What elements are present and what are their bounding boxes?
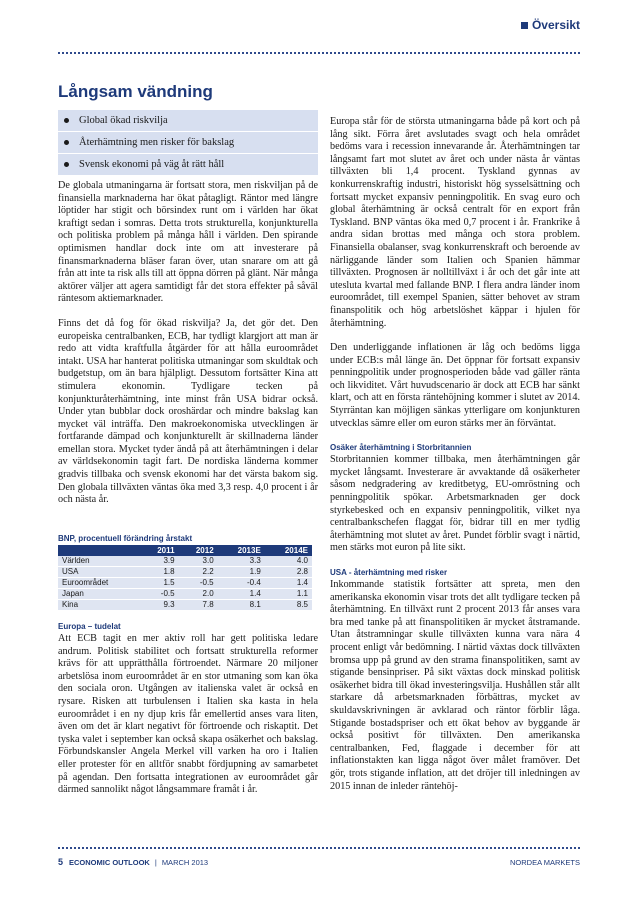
table-cell: 1.4	[265, 578, 312, 589]
top-divider	[58, 52, 580, 54]
bullet-text: Återhämtning men risker för bakslag	[79, 137, 235, 148]
section-label: Översikt	[531, 18, 580, 32]
bottom-divider	[58, 847, 580, 849]
table-cell: 2.2	[179, 567, 218, 578]
table-cell: Kina	[58, 600, 140, 611]
publication-name: ECONOMIC OUTLOOK	[69, 857, 150, 867]
europe-text: Att ECB tagit en mer aktiv roll har gett politiska ledare andrum. Politisk stabilitet och fortsatt strukturella reformer krävs för att upprätthålla förtroendet. Närmare 20 miljoner arbetslösa inom euroområdet är en stor utmaning som kan öka den sociala oron. Utgången av italienska valet är också en rysare. Risken att turbulensen i Italien ska kasta in hela euroområdet i en ny djup kris får emellertid anses vara liten, även om det är klart negativt för förtroende och riskaptit. Det tyska valet i september kan också skapa osäkerhet och bakslag. Förbundskansler Angela Merkel vill varken ha oro i Italien eller protester för en alltför snabbt fördjupning av samarbetet på agendan. Den fortsatta integrationen av euroområdet går därmed sannolikt något långsammare framåt i år.	[58, 633, 318, 796]
table-cell: 2.0	[179, 589, 218, 600]
table-cell: Euroområdet	[58, 578, 140, 589]
table-header-cell: 2014E	[265, 545, 312, 556]
bullet-item	[58, 132, 318, 153]
paragraph: Europa står för de största utmaningarna både på kort och på lång sikt. Förra året avslutades svagt och hela området bedöms vara i recession innevarande år. Återhämtningen tar långsamt fart mot slutet av året och under nästa år väntas tillväxten bli 1,4 procent. Tyskland gynnas av konkurrenskraftig industri, historiskt hög sysselsättning och fortsatt mycket expansiv penningpolitik. En svag euro och global återhämtning är också centralt för en export från Tyskland. BNP väntas öka med 0,7 procent i år. Frankrike å andra sidan brottas med många och stora problem. Finansiella obalanser, svag konkurrenskraft och beroende av närliggande länder som Italien och Spanien hämmar tillväxten. Prognosen är nolltillväxt i år och det går inte att utesluta kvartal med fallande BNP. I flera andra länder inom euroområdet, till exempel Spanien, sätter behovet av stram finanspolitik och hög arbetslöshet käppar i hjulen för återhämtning.	[330, 116, 580, 329]
usa-text: Inkommande statistik fortsätter att spreta, men den amerikanska ekonomin visar trots det allt tydligare tecken på återhämtning. En tillväxt runt 2 procent 2013 får anses vara bra med tanke på att finanspolitiken är mycket åtstramande. Utan åtstramningar skulle tillväxten kunna vara nära 4 procent enligt vår bedömning. I närtid växtas dock tillväxten bromsa upp på grund av den strama finanspolitiken, samt av stigande bensinpriser. På sikt växtas dock minskad politisk osäkerhet bidra till ökad investeringsvilja. Hushållen står allt starkare då arbetsmarknaden förbättras, mycket av skuldavskrivningen är avklarad och räntor förblir låga. Stigande bostadspriser och ett ökat behov av byggande är också positivt för tillväxten. Den amerikanska centralbanken, Fed, flaggade i december för att inflationstakten kan ligga något över målet framöver. Det gör, trots stigande inflation, att det dröjer till inledningen av 2015 innan de inleder räntehöj-	[330, 579, 580, 792]
table-cell: 1.9	[218, 567, 265, 578]
paragraph: Den underliggande inflationen är låg och bedöms ligga under ECB:s mål länge än. Det öppnar för fortsatt expansiv penningpolitik under prognosperioden både vad gäller ränta och likviditet. Vårt huvudscenario är dock att ECB har sänkt klart, och att en första räntehöjning kommer i slutet av 2014. Styrräntan kan möjligen sänkas ytterligare om konjunkturen utvecklas sämre eller om euron stärks mer än förväntat.	[330, 342, 580, 429]
table-caption: BNP, procentuell förändring årstakt	[58, 534, 193, 543]
table-row	[58, 578, 312, 589]
bullet-dot-icon	[64, 162, 69, 167]
table-header-cell: 2011	[140, 545, 178, 556]
table-header-row	[58, 545, 312, 556]
table-row	[58, 589, 312, 600]
left-column-intro	[58, 180, 318, 519]
bullet-item	[58, 110, 318, 131]
table-cell: Världen	[58, 556, 140, 567]
table-cell: 3.3	[218, 556, 265, 567]
page-title: Långsam vändning	[58, 82, 213, 101]
table-cell: 3.0	[179, 556, 218, 567]
table-cell: 2.8	[265, 567, 312, 578]
uk-heading: Osäker återhämtning i Storbritannien	[330, 443, 472, 453]
bullet-item	[58, 154, 318, 175]
paragraph: Finns det då fog för ökad riskvilja? Ja, det gör det. Den europeiska centralbanken, ECB, har tydligt klargjort att man är redo att vidta kraftfulla åtgärder för att hålla euroområdet intakt. USA har hanterat politiska utmaningar som skuldtak och budgetstup, om än bara hjälpligt. Dessutom fortsätter Kina att stimulera ekonomin. Tydligare tecken på konjunkturåterhämtning, inte minst från USA bidrar också. Under ytan bubblar dock oroshärdar och mindre bakslag kan mycket väl inträffa. Den makroekonomiska utvecklingen är fortfarande dämpad och konjunkturellt är skillnaderna länder emellan stora. Mycket tyder ändå på att återhämtningen i delar av världsekonomin tagit fart. De nordiska länderna kommer gradvis tillbaka och svensk ekonomi har det värsta bakom sig. Den globala tillväxten väntas öka med 3,3 resp. 4,0 procent i år och nästa år.	[58, 317, 318, 506]
table-cell: 9.3	[140, 600, 178, 611]
table-header-cell: 2013E	[218, 545, 265, 556]
section-header	[521, 18, 580, 32]
table-cell: 8.1	[218, 600, 265, 611]
table-cell: 1.5	[140, 578, 178, 589]
footer	[58, 857, 580, 867]
paragraph: De globala utmaningarna är fortsatt stora, men riskviljan på de finansiella marknaderna har ökat påtagligt. Räntor med längre löptider har stigit och börsindex runt om i världen har ökat kraftigt sedan i somras. Detta trots strukturella, konjunkturella och politiska problem på många håll i världen. Den spirande optimismen handlar dock inte om att investerare på finansmarknaderna bläser faran över, utan snarare om att gå från att inte ta risk alls till att öppna dörren på glänt. När många aktörer väljer att agera samtidigt får det stora effekter på såväl räntesom aktiemarknader.	[58, 180, 318, 305]
bullet-text: Svensk ekonomi på väg åt rätt håll	[79, 159, 225, 170]
table-cell: 4.0	[265, 556, 312, 567]
bullet-text: Global ökad riskvilja	[79, 115, 168, 126]
table-cell: Japan	[58, 589, 140, 600]
table-cell: USA	[58, 567, 140, 578]
table-cell: -0.5	[179, 578, 218, 589]
publication-date: MARCH 2013	[161, 857, 209, 867]
bullet-dot-icon	[64, 118, 69, 123]
bullet-list	[58, 110, 318, 176]
gdp-table	[58, 545, 312, 611]
table-header-cell	[58, 545, 140, 556]
page-number: 5	[58, 857, 64, 867]
table-cell: 8.5	[265, 600, 312, 611]
table-cell: -0.5	[140, 589, 178, 600]
right-column	[330, 116, 580, 805]
table-row	[58, 600, 312, 611]
section-square-icon	[521, 22, 528, 29]
table-cell: 1.4	[218, 589, 265, 600]
footer-separator: |	[154, 857, 157, 867]
table-cell: 1.1	[265, 589, 312, 600]
table-cell: -0.4	[218, 578, 265, 589]
table-row	[58, 556, 312, 567]
europe-heading: Europa – tudelat	[58, 622, 121, 631]
table-cell: 7.8	[179, 600, 218, 611]
table-row	[58, 567, 312, 578]
organization-name: NORDEA MARKETS	[509, 857, 580, 867]
usa-heading: USA - återhämtning med risker	[330, 568, 448, 577]
table-cell: 1.8	[140, 567, 178, 578]
table-header-cell: 2012	[179, 545, 218, 556]
table-cell: 3.9	[140, 556, 178, 567]
uk-text: Storbritannien kommer tillbaka, men återhämtningen går mycket långsamt. Investerare är avvaktande då osäkerheter såsom nedgradering av kreditbetyg, EU-omröstning och penningpolitik spökar. Arbetsmarknaden ger dock styrkebesked och en expansiv penningpolitik, vilket nya centralbankschefen flaggat för, bidrar till en mer tydlig återhämtning mot slutet av året. Pundet förblir svagt i närtid, men stärks mot euron på lite sikt.	[330, 454, 580, 554]
left-column-europe	[58, 621, 318, 809]
bullet-dot-icon	[64, 140, 69, 145]
